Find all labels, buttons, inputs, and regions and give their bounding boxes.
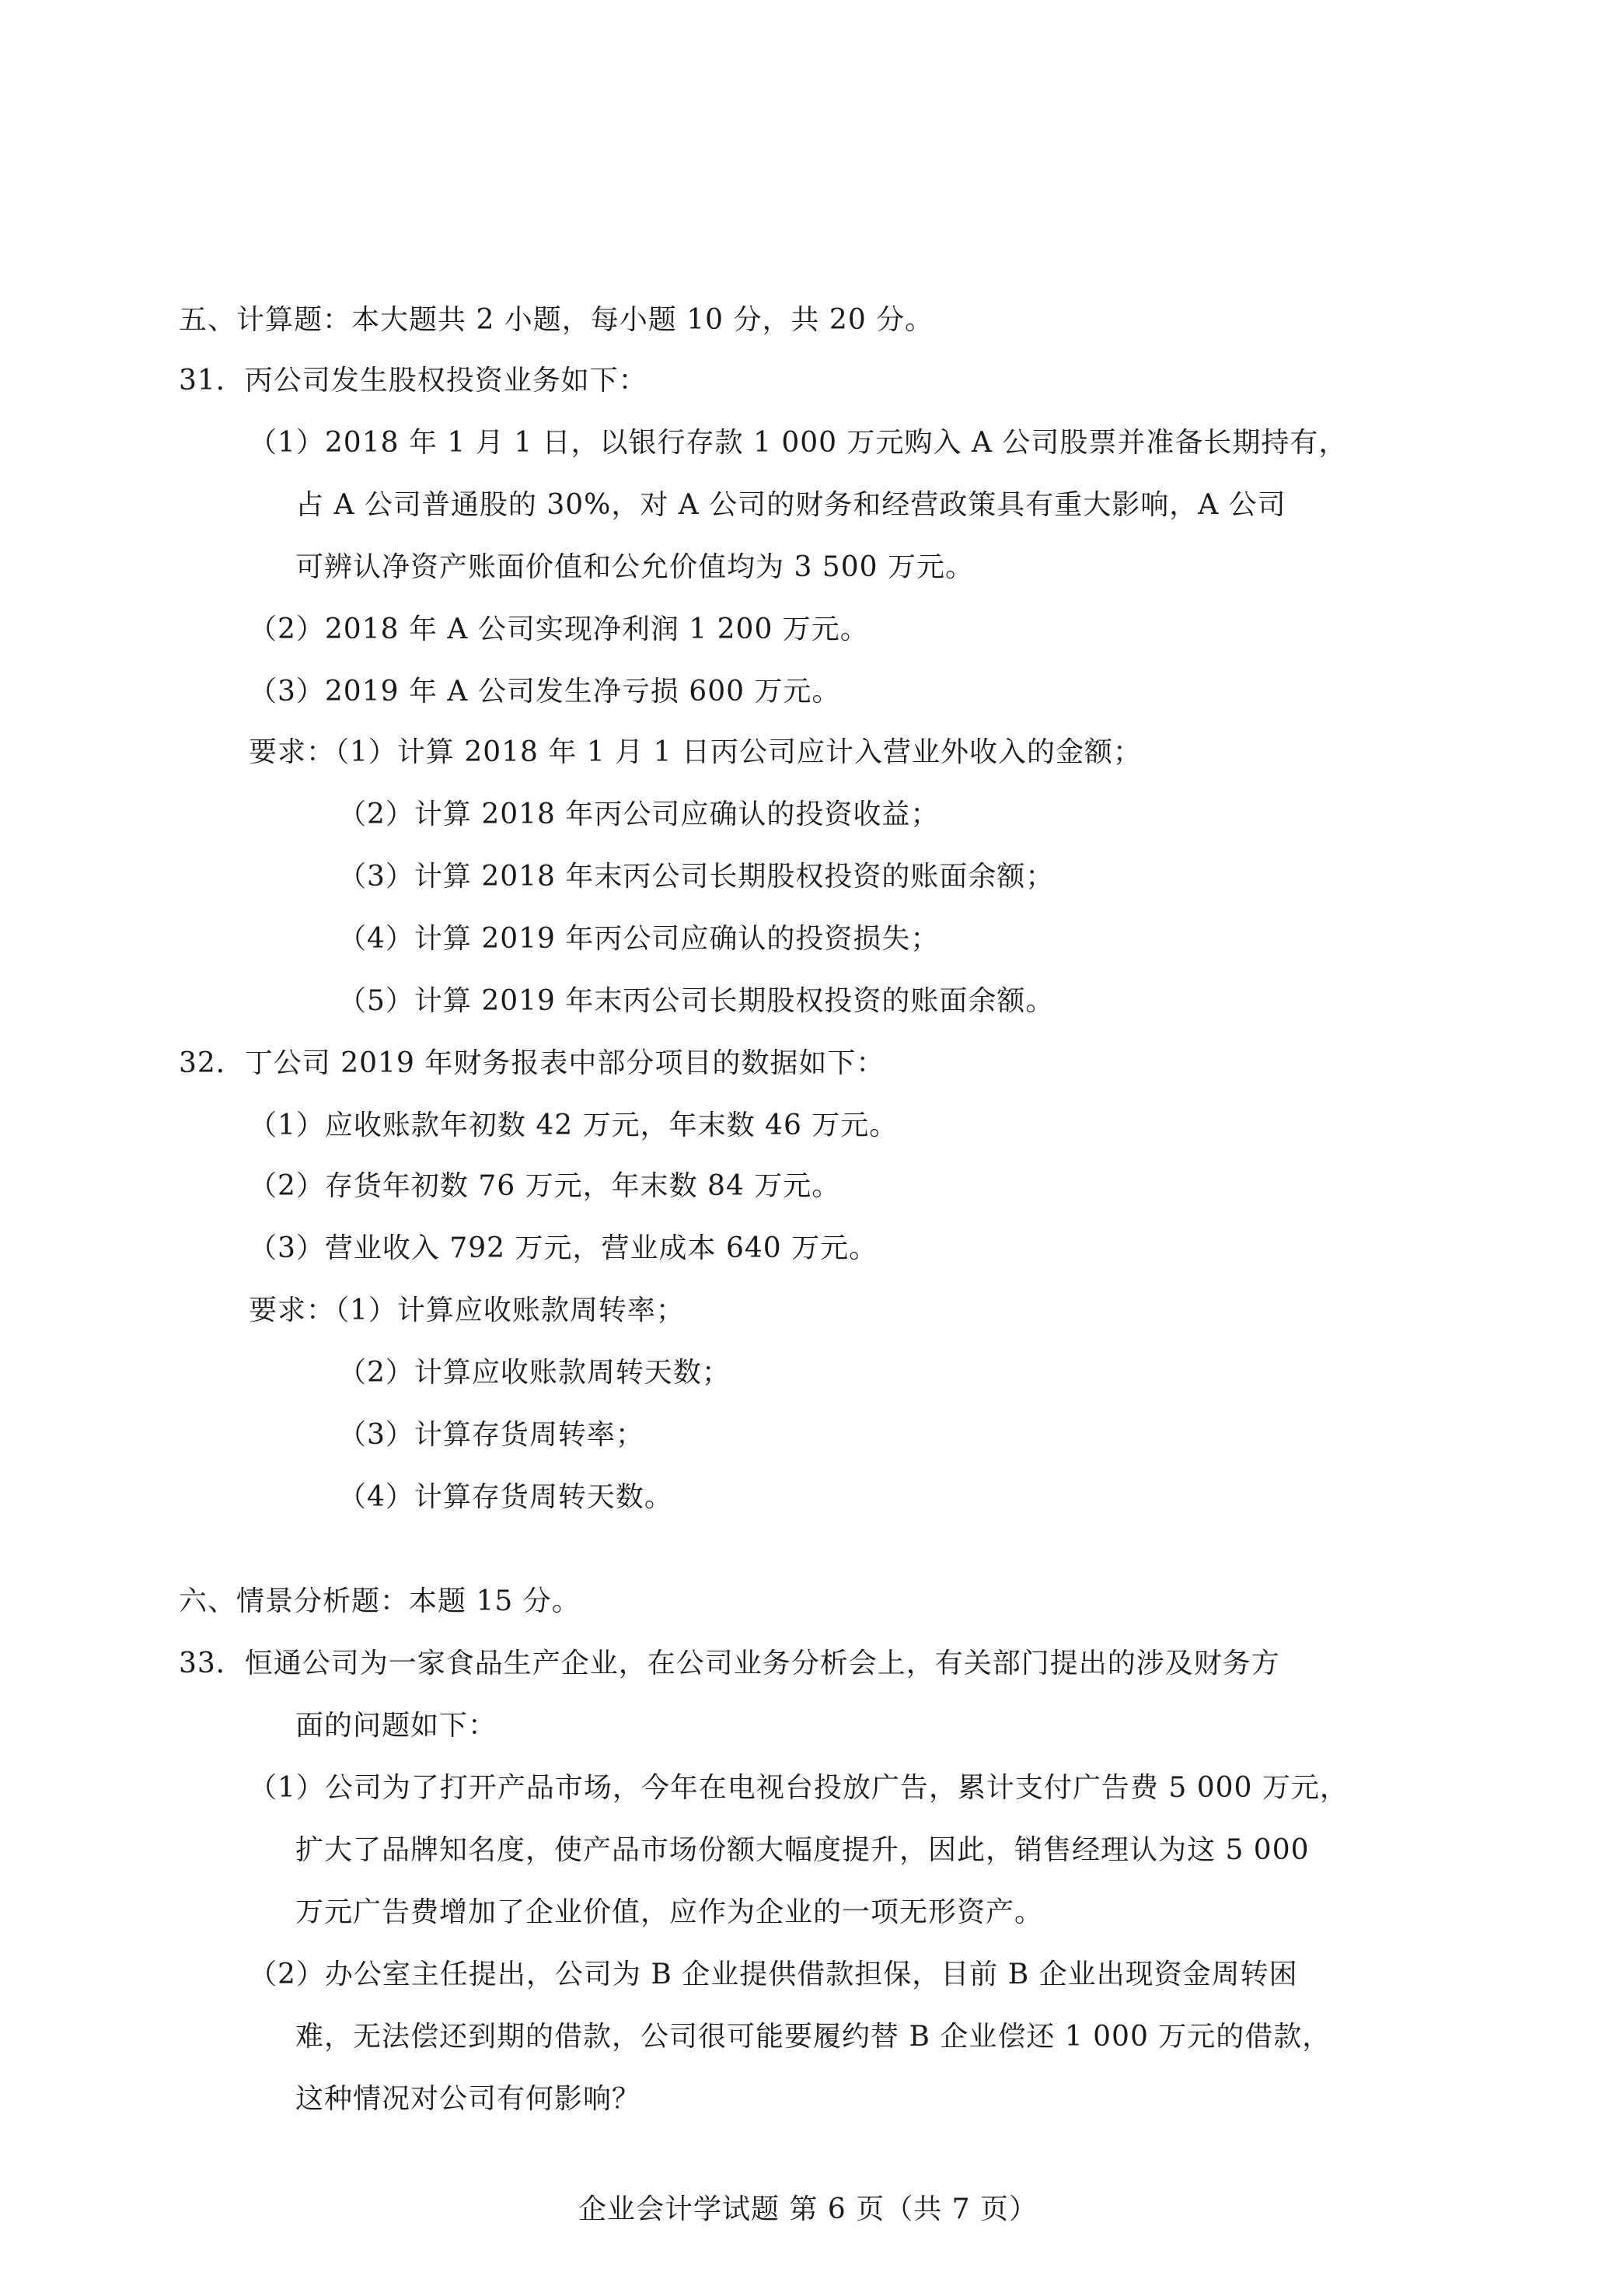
- q31-item-1-cont: 占 A 公司普通股的 30%，对 A 公司的财务和经营政策具有重大影响，A 公司: [295, 489, 1286, 521]
- q33-item-2: （2）办公室主任提出，公司为 B 企业提供借款担保，目前 B 企业出现资金周转困: [249, 1959, 1298, 1990]
- q31-item-1-cont: 可辨认净资产账面价值和公允价值均为 3 500 万元。: [295, 551, 974, 583]
- q31-requirement-2: （2）计算 2018 年丙公司应确认的投资收益；: [338, 799, 940, 830]
- q32-requirement-4: （4）计算存货周转天数。: [338, 1481, 673, 1513]
- question-33-stem: 33．恒通公司为一家食品生产企业，在公司业务分析会上，有关部门提出的涉及财务方: [179, 1648, 1280, 1679]
- q31-requirement-1: 要求：（1）计算 2018 年 1 月 1 日丙公司应计入营业外收入的金额；: [249, 736, 1142, 768]
- q33-item-2-cont: 难，无法偿还到期的借款，公司很可能要履约替 B 企业偿还 1 000 万元的借款，: [295, 2021, 1332, 2053]
- page-footer: 企业会计学试题 第 6 页（共 7 页）: [578, 2193, 1038, 2225]
- section-6-heading: 六、情景分析题：本题 15 分。: [179, 1585, 581, 1617]
- q32-item-3: （3）营业收入 792 万元，营业成本 640 万元。: [249, 1232, 878, 1264]
- q31-requirement-5: （5）计算 2019 年末丙公司长期股权投资的账面余额。: [338, 985, 1055, 1017]
- q33-item-2-cont: 这种情况对公司有何影响？: [295, 2083, 641, 2115]
- q32-item-2: （2）存货年初数 76 万元，年末数 84 万元。: [249, 1170, 841, 1202]
- q33-item-1: （1）公司为了打开产品市场，今年在电视台投放广告，累计支付广告费 5 000 万元，: [249, 1772, 1349, 1804]
- q31-item-3: （3）2019 年 A 公司发生净亏损 600 万元。: [249, 676, 841, 708]
- q31-requirement-3: （3）计算 2018 年末丙公司长期股权投资的账面余额；: [338, 861, 1055, 893]
- q31-item-2: （2）2018 年 A 公司实现净利润 1 200 万元。: [249, 613, 869, 645]
- q33-item-1-cont: 扩大了品牌知名度，使产品市场份额大幅度提升，因此，销售经理认为这 5 000: [295, 1834, 1310, 1866]
- q31-requirement-4: （4）计算 2019 年丙公司应确认的投资损失；: [338, 923, 940, 955]
- q32-requirement-2: （2）计算应收账款周转天数；: [338, 1357, 731, 1389]
- q31-item-1: （1）2018 年 1 月 1 日，以银行存款 1 000 万元购入 A 公司股票并准备长期持有，: [249, 427, 1348, 459]
- q32-requirement-1: 要求：（1）计算应收账款周转率；: [249, 1295, 685, 1326]
- section-5-heading: 五、计算题：本大题共 2 小题，每小题 10 分，共 20 分。: [179, 304, 934, 336]
- q32-item-1: （1）应收账款年初数 42 万元，年末数 46 万元。: [249, 1110, 899, 1141]
- q33-item-1-cont: 万元广告费增加了企业价值，应作为企业的一项无形资产。: [295, 1896, 1044, 1928]
- question-31-stem: 31．丙公司发生股权投资业务如下：: [179, 365, 647, 397]
- question-32-stem: 32．丁公司 2019 年财务报表中部分项目的数据如下：: [179, 1047, 885, 1079]
- question-33-stem-cont: 面的问题如下：: [295, 1710, 497, 1742]
- q32-requirement-3: （3）计算存货周转率；: [338, 1419, 644, 1451]
